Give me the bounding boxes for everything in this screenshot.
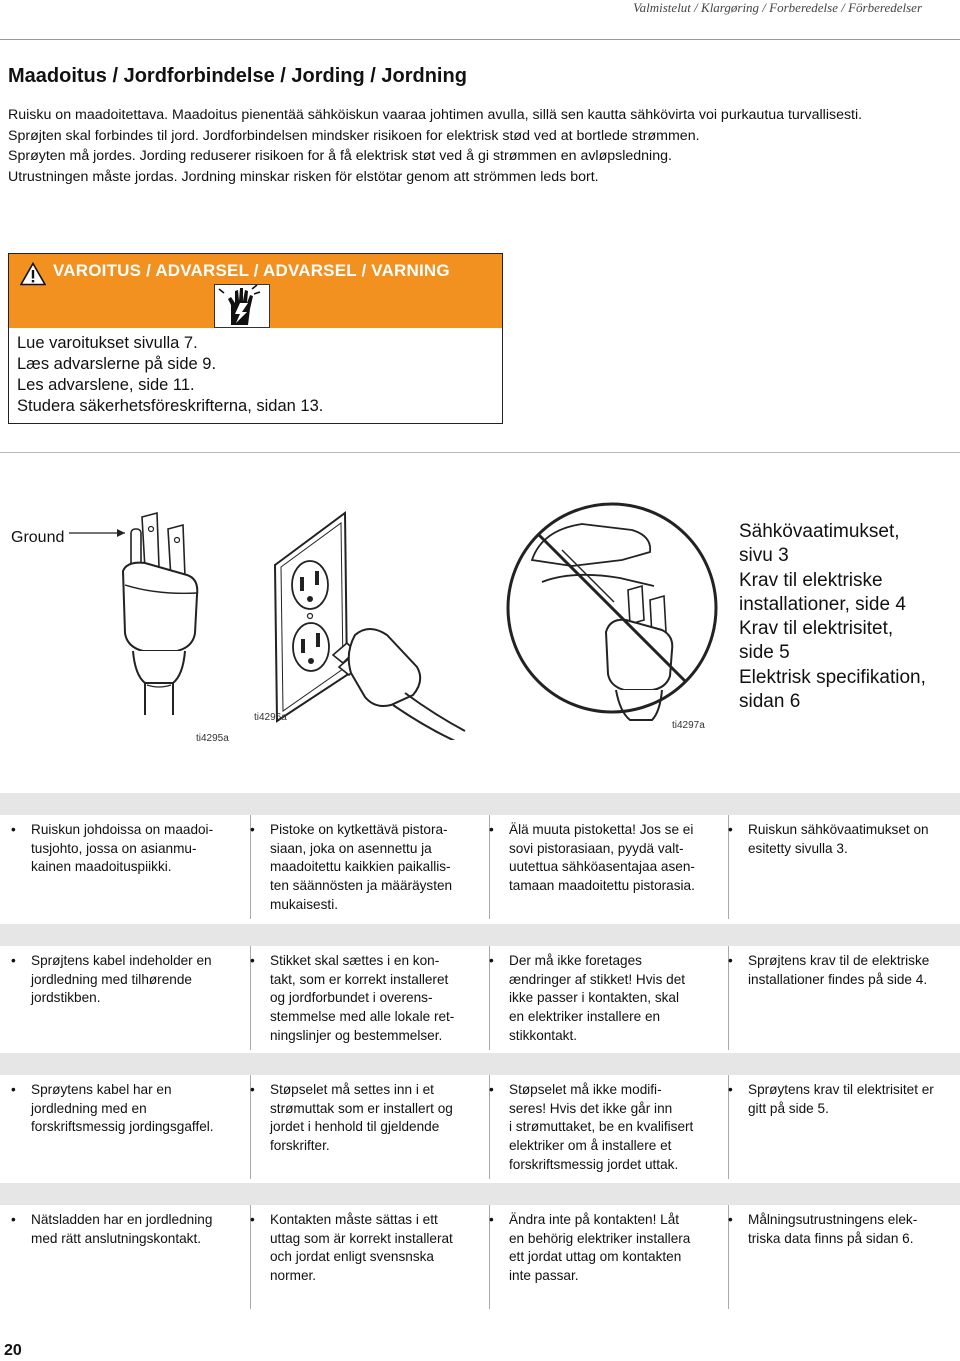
instruction-line: ningslinjer og bestemmelser. xyxy=(270,1027,443,1043)
instruction-line: jordet i henhold til gjeldende xyxy=(270,1119,440,1135)
figure-id: ti4295a xyxy=(196,733,229,744)
instruction-line: siaan, joka on asennettu ja xyxy=(270,840,432,856)
instruction-line: Älä muuta pistoketta! Jos se ei xyxy=(509,822,694,837)
instruction-line: Sprøytens kabel har en xyxy=(31,1082,172,1097)
intro-danish: Sprøjten skal forbindes til jord. Jordforbindelsen mindsker risikoen for elektrisk stød ved at bortlede strømmen. xyxy=(8,127,700,144)
instruction-line: ikke passer i kontakten, skal xyxy=(509,990,680,1006)
bullet: • xyxy=(11,1082,16,1097)
bullet: • xyxy=(728,1212,733,1227)
instruction-line: jordledning med tilhørende xyxy=(31,971,192,987)
warning-line: Studera säkerhetsföreskrifterna, sidan 13. xyxy=(17,397,324,415)
instruction-line: elektriker om å installere et xyxy=(509,1138,672,1154)
warning-box xyxy=(8,253,503,424)
bullet: • xyxy=(489,822,494,837)
warning-title: VAROITUS / ADVARSEL / ADVARSEL / VARNING xyxy=(53,261,450,280)
bullet: • xyxy=(489,953,494,968)
grounded-outlet-illustration xyxy=(265,505,495,740)
bullet: • xyxy=(11,1212,16,1227)
spec-ref-line: Sähkövaatimukset, xyxy=(739,521,900,542)
warning-references xyxy=(17,333,323,417)
instruction-line: tusjohto, jossa on asianmu- xyxy=(31,840,197,856)
spec-ref-line: sidan 6 xyxy=(739,691,801,713)
instruction-line: uttag som är korrekt installerat xyxy=(270,1230,453,1246)
instruction-line: jordstikben. xyxy=(31,990,101,1006)
instruction-line: ett jordat uttag om kontakten xyxy=(509,1249,682,1265)
grounded-plug-illustration xyxy=(65,505,250,750)
bullet: • xyxy=(11,822,16,837)
instruction-item xyxy=(11,821,214,877)
instruction-line: installationer findes på side 4. xyxy=(748,971,928,987)
language-band xyxy=(0,924,960,946)
instruction-line: Målningsutrustningens elek- xyxy=(748,1212,918,1227)
instruction-line: och jordat enligt svensnska xyxy=(270,1249,434,1265)
instruction-item xyxy=(489,821,695,896)
instruction-line: forskriftsmessig jordet uttak. xyxy=(509,1156,679,1172)
instruction-item xyxy=(728,1211,918,1248)
bullet: • xyxy=(250,953,255,968)
instruction-line: og jordforbundet i overens- xyxy=(270,990,433,1006)
spec-ref-line: Elektrisk specifikation, xyxy=(739,666,926,688)
intro-text xyxy=(8,105,943,187)
modified-plug-prohibited-illustration xyxy=(502,490,722,730)
bullet: • xyxy=(250,822,255,837)
spec-ref-line: Krav til elektriske xyxy=(739,569,883,591)
bullet: • xyxy=(728,822,733,837)
instruction-line: ændringer af stikket! Hvis det xyxy=(509,971,686,987)
figure-id: ti4296a xyxy=(254,712,287,723)
instruction-line: Stikket skal sættes i en kon- xyxy=(270,953,440,968)
language-band xyxy=(0,1053,960,1075)
instruction-item xyxy=(250,1081,453,1156)
instruction-line: Sprøytens krav til elektrisitet er xyxy=(748,1082,934,1097)
bullet: • xyxy=(728,953,733,968)
language-band xyxy=(0,1183,960,1205)
instruction-line: stemmelse med alle lokale ret- xyxy=(270,1009,455,1025)
instruction-line: kainen maadoituspiikki. xyxy=(31,859,172,875)
instruction-item xyxy=(728,952,930,989)
instruction-item xyxy=(11,1081,214,1137)
instruction-line: stikkontakt. xyxy=(509,1027,577,1043)
electric-shock-icon xyxy=(214,284,270,328)
instruction-line: Støpselet må settes inn i et xyxy=(270,1082,434,1097)
instruction-line: takt, som er korrekt installeret xyxy=(270,971,449,987)
spec-ref-line: installationer, side 4 xyxy=(739,593,906,615)
instruction-line: Sprøjtens kabel indeholder en xyxy=(31,953,212,968)
instruction-line: Ruiskun johdoissa on maadoi- xyxy=(31,822,214,837)
instruction-item xyxy=(728,1081,934,1118)
instruction-line: forskrifter. xyxy=(270,1138,330,1154)
instruction-line: Kontakten måste sättas i ett xyxy=(270,1212,438,1227)
instruction-line: gitt på side 5. xyxy=(748,1100,829,1116)
instruction-line: en behörig elektriker installera xyxy=(509,1230,691,1246)
intro-norwegian: Sprøyten må jordes. Jording reduserer risikoen for å få elektrisk støt ved å gi strømmen en avløpsledning. xyxy=(8,148,672,165)
instruction-item xyxy=(489,1211,691,1286)
language-band xyxy=(0,793,960,815)
bullet: • xyxy=(489,1212,494,1227)
bullet: • xyxy=(250,1212,255,1227)
page-number: 20 xyxy=(4,1342,22,1359)
instruction-line: Der må ikke foretages xyxy=(509,953,642,968)
instruction-line: Ändra inte på kontakten! Låt xyxy=(509,1212,680,1227)
instruction-line: Nätsladden har en jordledning xyxy=(31,1212,213,1227)
instruction-item xyxy=(489,952,686,1045)
instruction-line: jordledning med en xyxy=(31,1100,147,1116)
instruction-line: Støpselet må ikke modifi- xyxy=(509,1082,662,1097)
instruction-line: Sprøjtens krav til de elektriske xyxy=(748,953,930,968)
instruction-item xyxy=(250,821,453,914)
instruction-item xyxy=(728,821,929,858)
header-rule xyxy=(0,39,960,40)
instruction-line: maadoitettu kaikkien paikallis- xyxy=(270,859,451,875)
electrical-specification-references xyxy=(739,520,954,714)
bullet: • xyxy=(489,1082,494,1097)
instruction-line: Ruiskun sähkövaatimukset on xyxy=(748,822,929,837)
instruction-line: ten säännösten ja määräysten xyxy=(270,878,453,894)
instruction-line: esitetty sivulla 3. xyxy=(748,840,848,856)
section-title: Maadoitus / Jordforbindelse / Jording / Jordning xyxy=(8,65,467,87)
instruction-item xyxy=(250,952,455,1045)
instruction-line: mukaisesti. xyxy=(270,896,338,912)
bullet: • xyxy=(11,953,16,968)
instruction-line: triska data finns på sidan 6. xyxy=(748,1230,914,1246)
bullet: • xyxy=(250,1082,255,1097)
instruction-line: strømuttak som er installert og xyxy=(270,1100,453,1116)
instruction-item xyxy=(11,952,212,1008)
instruction-line: forskriftsmessig jordingsgaffel. xyxy=(31,1119,214,1135)
instruction-item xyxy=(250,1211,453,1286)
figure-top-rule xyxy=(0,452,960,453)
bullet: • xyxy=(728,1082,733,1097)
instruction-line: seres! Hvis det ikke går inn xyxy=(509,1100,673,1116)
spec-ref-line: sivu 3 xyxy=(739,545,789,567)
instruction-item xyxy=(11,1211,213,1248)
instruction-item xyxy=(489,1081,694,1174)
instruction-line: med rätt anslutningskontakt. xyxy=(31,1230,202,1246)
instruction-line: sovi pistorasiaan, pyydä valt- xyxy=(509,840,684,856)
spec-ref-line: Krav til elektrisitet, xyxy=(739,618,894,640)
ground-label: Ground xyxy=(11,529,65,546)
intro-swedish: Utrustningen måste jordas. Jordning minskar risken för elstötar genom att strömmen leds bort. xyxy=(8,168,599,185)
instruction-line: Pistoke on kytkettävä pistora- xyxy=(270,822,448,837)
warning-line: Lue varoitukset sivulla 7. xyxy=(17,334,198,352)
warning-header xyxy=(9,254,502,328)
instruction-line: tamaan maadoitettu pistorasia. xyxy=(509,878,695,894)
figure-id: ti4297a xyxy=(672,720,705,731)
instruction-line: normer. xyxy=(270,1268,317,1284)
spec-ref-line: side 5 xyxy=(739,642,790,664)
instruction-line: uutettua sähköasentajaa asen- xyxy=(509,859,695,875)
warning-line: Les advarslene, side 11. xyxy=(17,376,195,394)
running-header: Valmistelut / Klargøring / Forberedelse / Förberedelser xyxy=(633,0,922,15)
warning-triangle-icon xyxy=(20,262,46,286)
intro-finnish: Ruisku on maadoitettava. Maadoitus pienentää sähköiskun vaaraa johtimen avulla, sillä sen kautta sähkövirta voi purkautua turvallisesti. xyxy=(8,107,863,123)
instruction-line: en elektriker installere en xyxy=(509,1009,661,1025)
instruction-line: inte passar. xyxy=(509,1268,579,1284)
instruction-line: i strømuttaket, be en kvalifisert xyxy=(509,1119,694,1135)
warning-line: Læs advarslerne på side 9. xyxy=(17,355,217,373)
